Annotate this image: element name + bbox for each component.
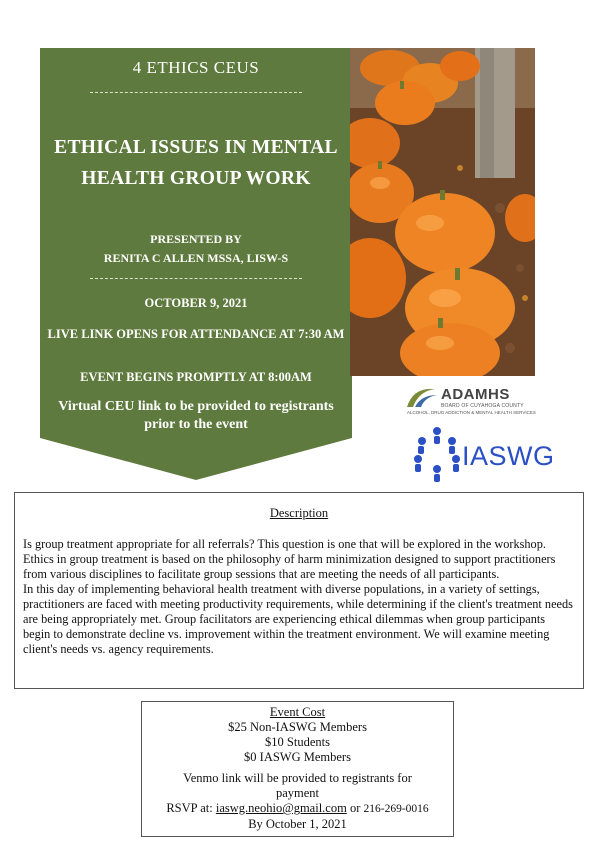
pumpkin-photo bbox=[350, 48, 535, 376]
description-paragraph: Is group treatment appropriate for all referrals? This question is one that will be explored in the workshop. Ethics in group treatment is based on the philosophy of harm minimization designed to support practitioners from various disciplines to facilitate group sessions that are meeting the needs of all participants. bbox=[23, 537, 556, 581]
description-paragraph: In this day of implementing behavioral health treatment with diverse populations, in a variety of settings, practitioners are faced with meeting productivity requirements, while determining if the client's treatment needs are being appropriately met. Group facilitators are experiencing ethical dilemmas when group participants begin to demonstrate decline vs. improvement within the treatment environment. We will examine meeting client's needs vs. agency requirements. bbox=[23, 582, 573, 656]
cost-members: $0 IASWG Members bbox=[244, 750, 351, 764]
pumpkin-image bbox=[350, 48, 535, 376]
event-banner bbox=[40, 48, 352, 480]
ceus-label: 4 ETHICS CEUS bbox=[132, 58, 260, 77]
cost-non-members: $25 Non-IASWG Members bbox=[228, 720, 367, 734]
presented-by-label: PRESENTED BY bbox=[150, 232, 242, 246]
iaswg-name: IASWG bbox=[462, 441, 555, 471]
event-title: ETHICAL ISSUES IN MENTAL HEALTH GROUP WORK bbox=[54, 137, 338, 189]
adamhs-services: ALCOHOL, DRUG ADDICTION & MENTAL HEALTH SERVICES bbox=[407, 410, 536, 415]
cost-students: $10 Students bbox=[265, 735, 330, 749]
presenter-block bbox=[40, 230, 352, 268]
live-link-time: LIVE LINK OPENS FOR ATTENDANCE AT 7:30 AM bbox=[47, 327, 345, 341]
event-start-time: EVENT BEGINS PROMPTLY AT 8:00AM bbox=[80, 370, 312, 384]
adamhs-logo bbox=[405, 383, 535, 419]
rsvp-or: or bbox=[349, 801, 361, 815]
virtual-link-note: Virtual CEU link to be provided to registrants prior to the event bbox=[58, 399, 334, 432]
adamhs-arch-icon bbox=[405, 383, 439, 409]
description-box bbox=[14, 492, 584, 689]
divider bbox=[90, 278, 302, 279]
event-date: OCTOBER 9, 2021 bbox=[144, 296, 248, 310]
rsvp-label: RSVP at: bbox=[166, 801, 213, 815]
cost-heading: Event Cost bbox=[269, 705, 326, 719]
rsvp-line bbox=[142, 801, 453, 817]
description-heading: Description bbox=[269, 506, 329, 520]
presenter-name: RENITA C ALLEN MSSA, LISW-S bbox=[103, 251, 289, 265]
rsvp-email-link[interactable]: iaswg.neohio@gmail.com bbox=[215, 801, 347, 815]
rsvp-phone: 216-269-0016 bbox=[363, 803, 429, 815]
people-circle-icon bbox=[412, 425, 462, 485]
adamhs-board: BOARD OF CUYAHOGA COUNTY bbox=[441, 403, 524, 409]
venmo-note: Venmo link will be provided to registrants for payment bbox=[183, 771, 412, 800]
divider bbox=[90, 92, 302, 93]
event-cost-box bbox=[141, 701, 454, 837]
adamhs-name: ADAMHS bbox=[441, 386, 510, 403]
iaswg-logo bbox=[412, 425, 555, 489]
rsvp-deadline: By October 1, 2021 bbox=[248, 817, 347, 831]
